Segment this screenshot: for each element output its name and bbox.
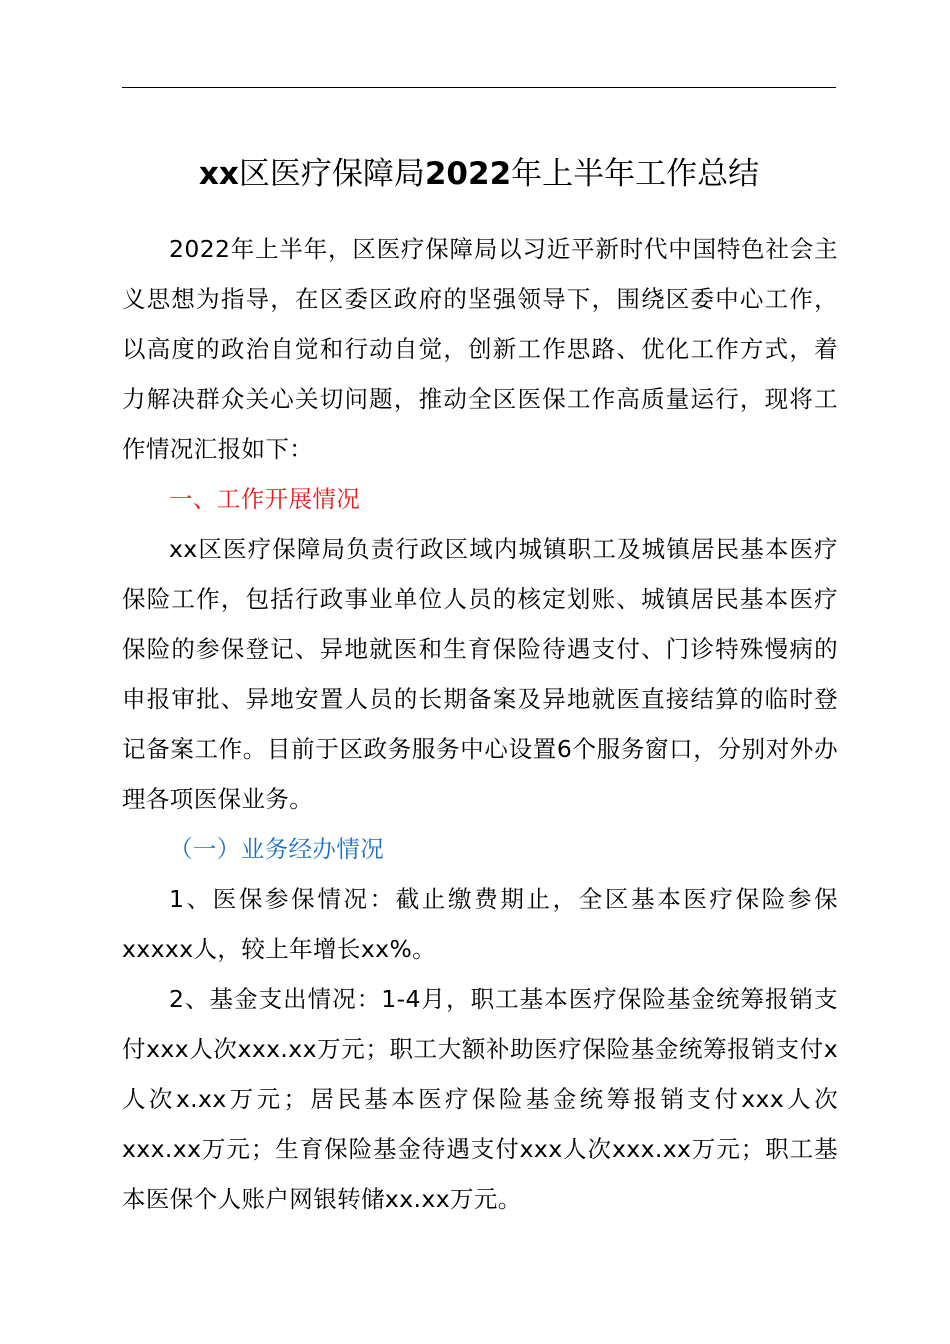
section1-paragraph: xx区医疗保障局负责行政区域内城镇职工及城镇居民基本医疗保险工作，包括行政事业单位人员的核定划账、城镇居民基本医疗保险的参保登记、异地就医和生育保险待遇支付、门诊特殊慢病的申报审批、异地安置人员的长期备案及异地就医直接结算的临时登记备案工作。目前于区政务服务中心设置6个服务窗口，分别对外办理各项医保业务。	[122, 535, 838, 813]
title-prefix: xx	[198, 156, 239, 192]
header-rule	[122, 87, 836, 88]
title-year: 2022	[424, 156, 512, 192]
title-middle: 区医疗保障局	[238, 156, 425, 192]
document-title	[122, 148, 836, 200]
item-fund-expenditure: 2、基金支出情况：1-4月，职工基本医疗保险基金统筹报销支付xxx人次xxx.xx万元；职工大额补助医疗保险基金统筹报销支付x人次x.xx万元；居民基本医疗保险基金统筹报销支付xxx人次xxx.xx万元；生育保险基金待遇支付xxx人次xxx.xx万元；职工基本医保个人账户网银转储xx.xx万元。	[122, 985, 838, 1213]
document-body	[122, 224, 838, 1224]
section-heading-work-progress: 一、工作开展情况	[169, 485, 361, 513]
item-insurance-enrollment: 1、医保参保情况：截止缴费期止，全区基本医疗保险参保xxxxx人，较上年增长xx%。	[122, 885, 838, 963]
subsection-heading-business: （一）业务经办情况	[169, 835, 385, 863]
intro-paragraph: 2022年上半年，区医疗保障局以习近平新时代中国特色社会主义思想为指导，在区委区政府的坚强领导下，围绕区委中心工作，以高度的政治自觉和行动自觉，创新工作思路、优化工作方式，着力解决群众关心关切问题，推动全区医保工作高质量运行，现将工作情况汇报如下：	[122, 235, 838, 463]
title-suffix: 年上半年工作总结	[511, 156, 760, 192]
